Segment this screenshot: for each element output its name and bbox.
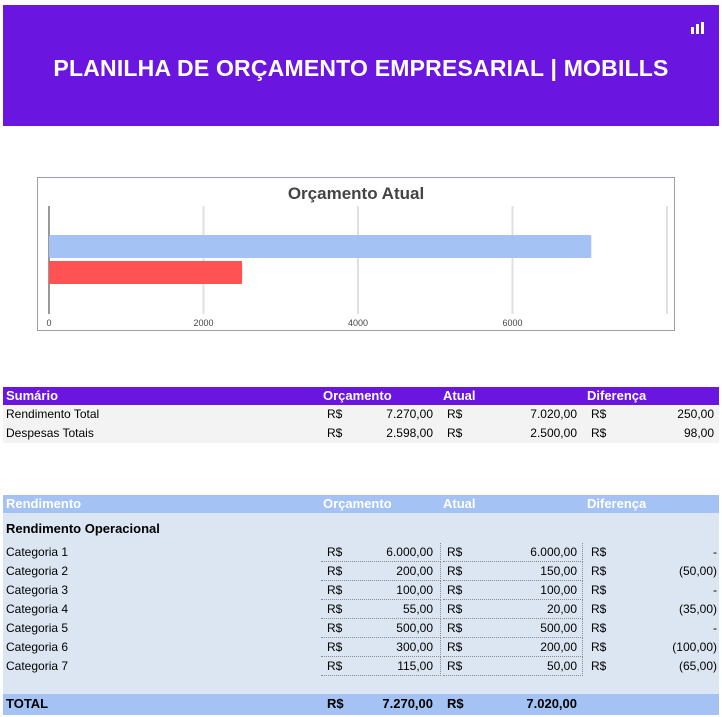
- summary-col-diff: Diferença: [587, 388, 647, 403]
- income-row: [3, 619, 719, 638]
- currency-label: R$: [327, 621, 343, 635]
- bar-chart-icon[interactable]: [691, 22, 705, 34]
- row-label: Rendimento Total: [6, 407, 100, 421]
- tick-label: 6000: [502, 318, 523, 328]
- currency-label: R$: [591, 659, 607, 673]
- tick-label: 2000: [193, 318, 214, 328]
- summary-col-label: Sumário: [6, 388, 59, 403]
- chart-bar: [49, 235, 591, 258]
- total-budget: 7.270,00: [382, 696, 433, 711]
- diff-value: (50,00): [678, 564, 717, 578]
- currency-label: R$: [327, 407, 343, 421]
- budget-chart: [37, 177, 675, 331]
- summary-col-budget: Orçamento: [323, 388, 392, 403]
- income-row: [3, 543, 719, 562]
- income-row: [3, 581, 719, 600]
- budget-value: 7.270,00: [386, 407, 433, 421]
- income-header: [3, 495, 719, 513]
- income-col-label: Rendimento: [6, 496, 82, 511]
- currency-label: R$: [327, 659, 343, 673]
- diff-value: (100,00): [672, 640, 717, 654]
- row-label: Categoria 1: [6, 545, 69, 559]
- income-col-actual: Atual: [443, 496, 476, 511]
- total-row: [3, 694, 719, 715]
- currency-label: R$: [447, 426, 463, 440]
- budget-value: 55,00: [402, 602, 433, 616]
- currency-label: R$: [447, 602, 463, 616]
- chart-title: Orçamento Atual: [287, 184, 425, 203]
- diff-value: -: [713, 545, 717, 559]
- actual-value: 2.500,00: [530, 426, 577, 440]
- currency-label: R$: [591, 640, 607, 654]
- actual-value: 7.020,00: [530, 407, 577, 421]
- currency-label: R$: [327, 426, 343, 440]
- currency-label: R$: [327, 640, 343, 654]
- summary-row: [3, 424, 719, 443]
- currency-label: R$: [447, 621, 463, 635]
- budget-value: 115,00: [397, 659, 433, 673]
- currency-label: R$: [591, 545, 607, 559]
- diff-value: 250,00: [677, 407, 714, 421]
- currency-label: R$: [327, 545, 343, 559]
- tick-label: 0: [46, 318, 52, 328]
- currency-label: R$: [447, 696, 464, 711]
- income-row: [3, 638, 719, 657]
- row-label: Categoria 4: [6, 602, 69, 616]
- actual-value: 50,00: [546, 659, 577, 673]
- budget-value: 500,00: [396, 621, 433, 635]
- currency-label: R$: [591, 621, 607, 635]
- income-col-diff: Diferença: [587, 496, 647, 511]
- diff-value: -: [713, 583, 717, 597]
- summary-header: [3, 387, 719, 405]
- currency-label: R$: [591, 426, 607, 440]
- currency-label: R$: [447, 407, 463, 421]
- diff-value: 98,00: [683, 426, 714, 440]
- row-label: Categoria 7: [6, 659, 69, 673]
- currency-label: R$: [591, 602, 607, 616]
- page-title: PLANILHA DE ORÇAMENTO EMPRESARIAL | MOBILLS: [53, 55, 669, 81]
- diff-value: (65,00): [678, 659, 717, 673]
- actual-value: 200,00: [540, 640, 577, 654]
- income-row: [3, 600, 719, 619]
- summary-row: [3, 405, 719, 424]
- income-row: [3, 657, 719, 676]
- row-label: Despesas Totais: [6, 426, 94, 440]
- budget-value: 6.000,00: [386, 545, 433, 559]
- budget-value: 300,00: [396, 640, 433, 654]
- actual-value: 150,00: [540, 564, 577, 578]
- currency-label: R$: [447, 640, 463, 654]
- currency-label: R$: [327, 583, 343, 597]
- actual-value: 100,00: [540, 583, 577, 597]
- currency-label: R$: [591, 583, 607, 597]
- currency-label: R$: [447, 545, 463, 559]
- chart-plot: [38, 178, 674, 330]
- currency-label: R$: [327, 696, 344, 711]
- currency-label: R$: [447, 583, 463, 597]
- budget-value: 100,00: [396, 583, 433, 597]
- currency-label: R$: [591, 407, 607, 421]
- income-subheading: Rendimento Operacional: [6, 521, 160, 536]
- row-label: Categoria 5: [6, 621, 69, 635]
- tick-label: 4000: [347, 318, 369, 328]
- budget-value: 200,00: [396, 564, 433, 578]
- total-actual: 7.020,00: [526, 696, 577, 711]
- header-banner: [3, 5, 719, 126]
- summary-col-actual: Atual: [443, 388, 476, 403]
- currency-label: R$: [327, 602, 343, 616]
- actual-value: 500,00: [540, 621, 577, 635]
- income-col-budget: Orçamento: [323, 496, 392, 511]
- actual-value: 6.000,00: [530, 545, 577, 559]
- diff-value: -: [713, 621, 717, 635]
- row-label: Categoria 6: [6, 640, 69, 654]
- budget-value: 2.598,00: [386, 426, 433, 440]
- currency-label: R$: [447, 659, 463, 673]
- total-label: TOTAL: [6, 696, 49, 711]
- income-row: [3, 562, 719, 581]
- diff-value: (35,00): [678, 602, 717, 616]
- currency-label: R$: [591, 564, 607, 578]
- currency-label: R$: [327, 564, 343, 578]
- row-label: Categoria 2: [6, 564, 69, 578]
- row-label: Categoria 3: [6, 583, 69, 597]
- chart-bar: [49, 261, 242, 284]
- actual-value: 20,00: [546, 602, 577, 616]
- currency-label: R$: [447, 564, 463, 578]
